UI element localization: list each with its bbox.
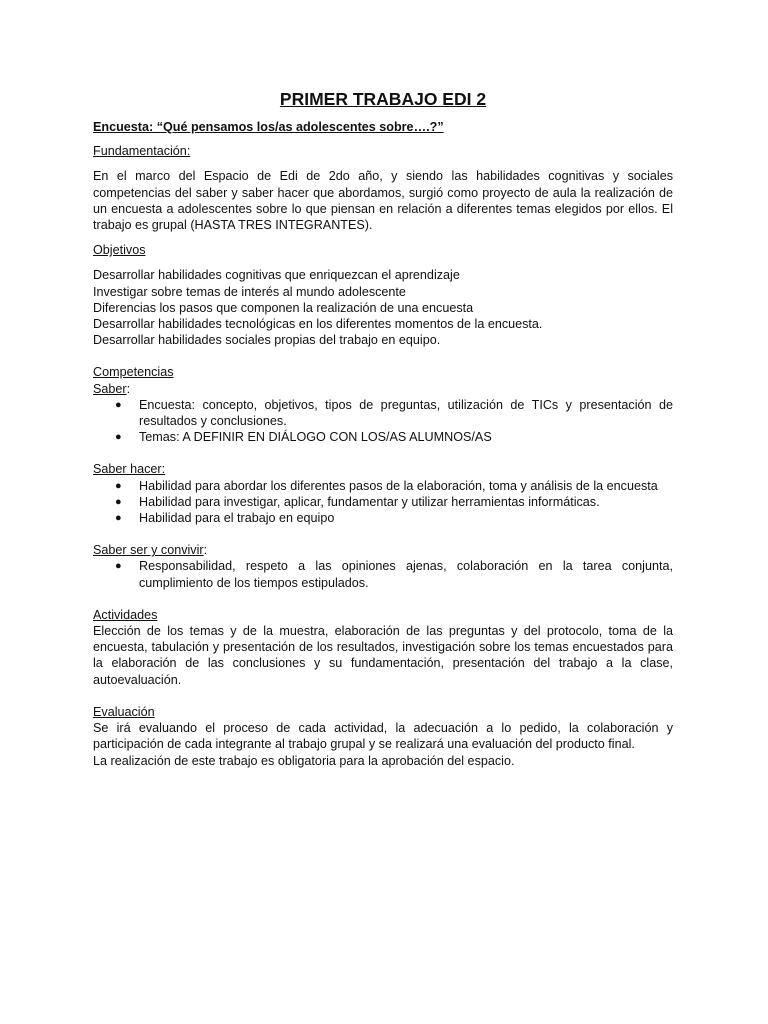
- fundamentacion-text: En el marco del Espacio de Edi de 2do año, y siendo las habilidades cognitivas y sociales competencias del saber y saber hacer que abordamos, surgió como proyecto de aula la realización de un encuesta a adolescentes sobre lo que piensan en relación a diferentes temas elegidos por ellos. El trabajo es grupal (HASTA TRES INTEGRANTES).: [93, 169, 673, 233]
- document-subtitle: Encuesta: “Qué pensamos los/as adolescentes sobre….?”: [93, 120, 444, 134]
- list-item: [93, 429, 673, 445]
- saber-hacer-list: [93, 478, 673, 527]
- objetivo-item: Desarrollar habilidades sociales propias del trabajo en equipo.: [93, 333, 441, 348]
- bullet-icon: ●: [115, 479, 122, 492]
- objetivo-item: Investigar sobre temas de interés al mundo adolescente: [93, 284, 406, 299]
- competencias-heading: Competencias: [93, 365, 174, 380]
- saber-label: Saber: [93, 381, 127, 396]
- objetivos-heading: Objetivos: [93, 243, 146, 258]
- list-item: [93, 558, 673, 590]
- objetivos-list: [93, 267, 673, 348]
- saber-heading: [93, 381, 673, 397]
- fundamentacion-heading: Fundamentación:: [93, 144, 191, 159]
- saber-ser-heading: [93, 542, 673, 558]
- list-item: [93, 494, 673, 510]
- bullet-icon: ●: [115, 431, 122, 444]
- list-item: [93, 478, 673, 494]
- saber-hacer-item: Habilidad para abordar los diferentes pasos de la elaboración, toma y análisis de la encuesta: [139, 478, 658, 493]
- saber-ser-list: [93, 558, 673, 590]
- saber-ser-label: Saber ser y convivir: [93, 543, 204, 558]
- bullet-icon: ●: [115, 560, 122, 573]
- bullet-icon: ●: [115, 512, 122, 525]
- bullet-icon: ●: [115, 495, 122, 508]
- saber-item: Encuesta: concepto, objetivos, tipos de preguntas, utilización de TICs y presentación de resultados y conclusiones.: [139, 397, 673, 429]
- saber-hacer-heading: Saber hacer:: [93, 462, 166, 477]
- saber-ser-colon: :: [203, 543, 208, 558]
- saber-item: Temas: A DEFINIR EN DIÁLOGO CON LOS/AS ALUMNOS/AS: [139, 430, 492, 445]
- actividades-heading: Actividades: [93, 607, 158, 622]
- list-item: [93, 397, 673, 429]
- objetivo-item: Desarrollar habilidades cognitivas que enriquezcan el aprendizaje: [93, 268, 460, 283]
- evaluacion-heading: Evaluación: [93, 704, 155, 719]
- actividades-text: Elección de los temas y de la muestra, elaboración de las preguntas y del protocolo, toma de la encuesta, tabulación y presentación de los resultados, investigación sobre los temas encuestados para la elaboración de las conclusiones y su fundamentación, presentación del trabajo a la clase, autoevaluación.: [93, 624, 673, 687]
- evaluacion-text: Se irá evaluando el proceso de cada actividad, la adecuación a lo pedido, la colaboración y participación de cada integrante al trabajo grupal y se realizará una evaluación del producto final.: [93, 721, 673, 752]
- list-item: [93, 510, 673, 526]
- document-page: [93, 88, 673, 769]
- saber-ser-item: Responsabilidad, respeto a las opiniones ajenas, colaboración en la tarea conjunta, cumplimiento de los tiempos estipulados.: [139, 559, 673, 590]
- saber-colon: :: [126, 381, 131, 396]
- bullet-icon: ●: [115, 398, 122, 411]
- objetivo-item: Diferencias los pasos que componen la realización de una encuesta: [93, 300, 474, 315]
- saber-hacer-item: Habilidad para el trabajo en equipo: [139, 511, 335, 526]
- document-title: PRIMER TRABAJO EDI 2: [279, 89, 487, 109]
- saber-hacer-item: Habilidad para investigar, aplicar, fundamentar y utilizar herramientas informáticas.: [139, 494, 600, 509]
- evaluacion-note: La realización de este trabajo es obligatoria para la aprobación del espacio.: [93, 753, 515, 768]
- saber-list: [93, 397, 673, 446]
- objetivo-item: Desarrollar habilidades tecnológicas en los diferentes momentos de la encuesta.: [93, 317, 543, 332]
